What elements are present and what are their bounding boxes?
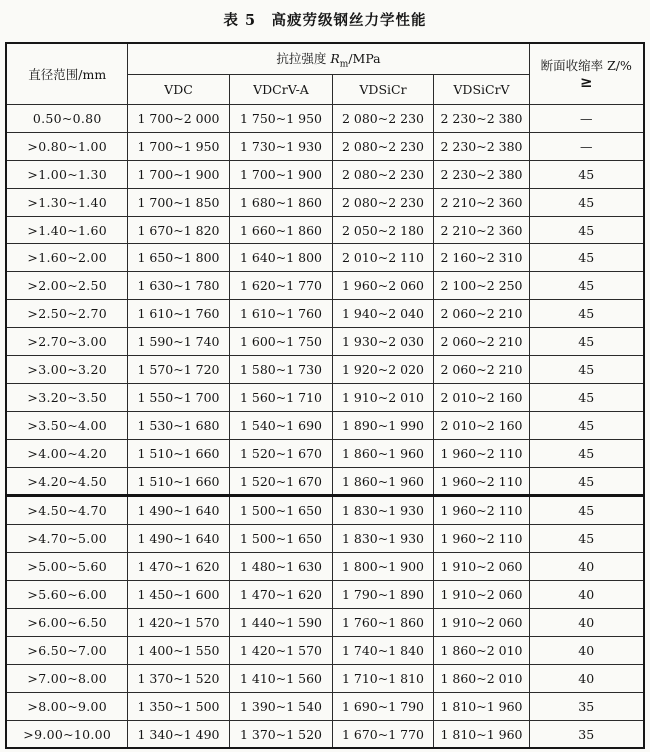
strength-vdc-cell: 1 470~1 620 [127,553,229,581]
strength-vdc-cell: 1 630~1 780 [127,272,229,300]
strength-vdsicrv-cell: 2 160~2 310 [433,244,529,272]
strength-vdsicr-cell: 1 830~1 930 [332,496,433,525]
strength-vdsicrv-cell: 1 810~1 960 [433,692,529,720]
table-row [6,467,643,496]
header-row-top [6,43,643,75]
table-row [6,664,643,692]
table-body [6,105,643,749]
strength-vdsicr-cell: 2 080~2 230 [332,132,433,160]
reduction-cell: — [530,132,644,160]
strength-vdcrv-a-cell: 1 480~1 630 [229,553,332,581]
table-caption [0,0,650,30]
diameter-cell: >4.70~5.00 [6,525,127,553]
strength-vdsicr-cell: 1 910~2 010 [332,383,433,411]
reduction-cell: 45 [530,328,644,356]
tensile-label-prefix: 抗拉强度 [276,50,331,66]
strength-vdsicr-cell: 1 670~1 770 [332,720,433,748]
table-row [6,132,643,160]
strength-vdcrv-a-cell: 1 700~1 900 [229,160,332,188]
reduction-cell: 45 [530,496,644,525]
header-reduction-of-area [530,43,644,105]
strength-vdc-cell: 1 370~1 520 [127,664,229,692]
strength-vdcrv-a-cell: 1 390~1 540 [229,692,332,720]
strength-vdcrv-a-cell: 1 420~1 570 [229,636,332,664]
strength-vdc-cell: 1 700~1 850 [127,188,229,216]
strength-vdsicrv-cell: 2 230~2 380 [433,160,529,188]
reduction-cell: 40 [530,553,644,581]
strength-vdsicr-cell: 1 760~1 860 [332,609,433,637]
strength-vdsicr-cell: 1 740~1 840 [332,636,433,664]
strength-vdsicr-cell: 2 080~2 230 [332,160,433,188]
strength-vdcrv-a-cell: 1 660~1 860 [229,216,332,244]
strength-vdsicrv-cell: 2 230~2 380 [433,132,529,160]
reduction-cell: 45 [530,467,644,496]
diameter-cell: >3.20~3.50 [6,383,127,411]
table-row [6,356,643,384]
diameter-cell: >2.50~2.70 [6,300,127,328]
strength-vdcrv-a-cell: 1 750~1 950 [229,105,332,133]
strength-vdcrv-a-cell: 1 600~1 750 [229,328,332,356]
strength-vdsicrv-cell: 1 960~2 110 [433,467,529,496]
table-row [6,439,643,467]
strength-vdsicrv-cell: 2 210~2 360 [433,188,529,216]
strength-vdcrv-a-cell: 1 440~1 590 [229,609,332,637]
strength-vdsicr-cell: 1 830~1 930 [332,525,433,553]
strength-vdsicr-cell: 2 010~2 110 [332,244,433,272]
strength-vdsicrv-cell: 2 210~2 360 [433,216,529,244]
strength-vdcrv-a-cell: 1 520~1 670 [229,467,332,496]
header-grade-vdc: VDC [127,75,229,105]
strength-vdsicrv-cell: 1 810~1 960 [433,720,529,748]
reduction-cell: 45 [530,272,644,300]
reduction-cell: 45 [530,411,644,439]
reduction-cell: 35 [530,720,644,748]
strength-vdc-cell: 1 490~1 640 [127,525,229,553]
strength-vdsicr-cell: 2 080~2 230 [332,105,433,133]
reduction-cell: 40 [530,636,644,664]
strength-vdsicrv-cell: 1 910~2 060 [433,609,529,637]
strength-vdcrv-a-cell: 1 680~1 860 [229,188,332,216]
header-diameter-range: 直径范围/mm [6,43,127,105]
table-row [6,188,643,216]
strength-vdc-cell: 1 570~1 720 [127,356,229,384]
strength-vdsicr-cell: 1 800~1 900 [332,553,433,581]
strength-vdsicr-cell: 1 920~2 020 [332,356,433,384]
strength-vdc-cell: 1 340~1 490 [127,720,229,748]
strength-vdsicr-cell: 1 860~1 960 [332,439,433,467]
header-grade-vdsicrv: VDSiCrV [433,75,529,105]
strength-vdsicr-cell: 1 860~1 960 [332,467,433,496]
strength-vdc-cell: 1 700~2 000 [127,105,229,133]
table-row [6,300,643,328]
strength-vdcrv-a-cell: 1 730~1 930 [229,132,332,160]
table-row [6,411,643,439]
strength-vdc-cell: 1 590~1 740 [127,328,229,356]
reduction-label: 断面收缩率 Z/% [540,58,632,74]
strength-vdsicrv-cell: 2 010~2 160 [433,383,529,411]
strength-vdcrv-a-cell: 1 500~1 650 [229,525,332,553]
strength-vdsicrv-cell: 2 100~2 250 [433,272,529,300]
diameter-cell: >5.00~5.60 [6,553,127,581]
greater-equal-symbol: ≥ [579,72,593,91]
strength-vdc-cell: 1 700~1 950 [127,132,229,160]
table-row [6,720,643,748]
strength-vdsicrv-cell: 1 960~2 110 [433,525,529,553]
table-row [6,553,643,581]
diameter-cell: >2.70~3.00 [6,328,127,356]
strength-vdc-cell: 1 550~1 700 [127,383,229,411]
strength-vdc-cell: 1 610~1 760 [127,300,229,328]
strength-vdc-cell: 1 530~1 680 [127,411,229,439]
diameter-cell: >4.00~4.20 [6,439,127,467]
strength-vdc-cell: 1 490~1 640 [127,496,229,525]
strength-vdc-cell: 1 510~1 660 [127,467,229,496]
diameter-cell: 0.50~0.80 [6,105,127,133]
table-row [6,160,643,188]
strength-vdsicr-cell: 1 690~1 790 [332,692,433,720]
strength-vdc-cell: 1 510~1 660 [127,439,229,467]
strength-vdc-cell: 1 400~1 550 [127,636,229,664]
table-row [6,496,643,525]
reduction-cell: 45 [530,244,644,272]
reduction-cell: 45 [530,525,644,553]
strength-vdsicrv-cell: 2 060~2 210 [433,328,529,356]
header-grade-vdcrv-a: VDCrV-A [229,75,332,105]
strength-vdsicr-cell: 1 890~1 990 [332,411,433,439]
table-row [6,244,643,272]
strength-vdcrv-a-cell: 1 580~1 730 [229,356,332,384]
reduction-cell: 35 [530,692,644,720]
strength-vdc-cell: 1 670~1 820 [127,216,229,244]
table-row [6,692,643,720]
table-row [6,272,643,300]
strength-vdcrv-a-cell: 1 620~1 770 [229,272,332,300]
diameter-cell: >1.60~2.00 [6,244,127,272]
diameter-cell: >0.80~1.00 [6,132,127,160]
reduction-cell: 45 [530,216,644,244]
strength-vdcrv-a-cell: 1 370~1 520 [229,720,332,748]
reduction-cell: 45 [530,356,644,384]
strength-vdsicr-cell: 1 930~2 030 [332,328,433,356]
reduction-cell: 40 [530,609,644,637]
strength-vdcrv-a-cell: 1 610~1 760 [229,300,332,328]
diameter-cell: >4.50~4.70 [6,496,127,525]
strength-vdsicrv-cell: 2 230~2 380 [433,105,529,133]
strength-vdcrv-a-cell: 1 640~1 800 [229,244,332,272]
strength-vdsicr-cell: 2 050~2 180 [332,216,433,244]
reduction-cell: 45 [530,383,644,411]
tensile-label-suffix: /MPa [348,50,381,66]
table-row [6,216,643,244]
reduction-cell: 40 [530,581,644,609]
table-row [6,636,643,664]
strength-vdcrv-a-cell: 1 410~1 560 [229,664,332,692]
diameter-cell: >3.00~3.20 [6,356,127,384]
header-tensile-strength-group [127,43,529,75]
reduction-cell: 45 [530,188,644,216]
diameter-cell: >6.00~6.50 [6,609,127,637]
diameter-cell: >5.60~6.00 [6,581,127,609]
reduction-cell: 45 [530,160,644,188]
strength-vdsicr-cell: 2 080~2 230 [332,188,433,216]
strength-vdcrv-a-cell: 1 560~1 710 [229,383,332,411]
strength-vdc-cell: 1 650~1 800 [127,244,229,272]
strength-vdc-cell: 1 700~1 900 [127,160,229,188]
reduction-cell: 40 [530,664,644,692]
strength-vdsicrv-cell: 1 910~2 060 [433,581,529,609]
diameter-cell: >3.50~4.00 [6,411,127,439]
table-row [6,581,643,609]
table-header [6,43,643,105]
diameter-cell: >4.20~4.50 [6,467,127,496]
strength-vdc-cell: 1 450~1 600 [127,581,229,609]
diameter-cell: >9.00~10.00 [6,720,127,748]
diameter-cell: >7.00~8.00 [6,664,127,692]
reduction-cell: — [530,105,644,133]
strength-vdcrv-a-cell: 1 500~1 650 [229,496,332,525]
table-row [6,328,643,356]
strength-vdsicrv-cell: 2 060~2 210 [433,356,529,384]
strength-vdsicrv-cell: 1 910~2 060 [433,553,529,581]
diameter-cell: >1.40~1.60 [6,216,127,244]
strength-vdsicr-cell: 1 960~2 060 [332,272,433,300]
strength-vdsicr-cell: 1 940~2 040 [332,300,433,328]
rm-symbol: $R_m$ [330,50,349,70]
strength-vdcrv-a-cell: 1 470~1 620 [229,581,332,609]
strength-vdcrv-a-cell: 1 540~1 690 [229,411,332,439]
diameter-cell: >1.30~1.40 [6,188,127,216]
strength-vdsicrv-cell: 1 960~2 110 [433,496,529,525]
strength-vdcrv-a-cell: 1 520~1 670 [229,439,332,467]
diameter-cell: >8.00~9.00 [6,692,127,720]
header-grade-vdsicr: VDSiCr [332,75,433,105]
table-row [6,525,643,553]
strength-vdsicrv-cell: 1 860~2 010 [433,636,529,664]
table-caption-text: 表 5 高疲劳级钢丝力学性能 [223,12,427,29]
diameter-cell: >2.00~2.50 [6,272,127,300]
mechanical-properties-table [5,42,644,749]
strength-vdc-cell: 1 420~1 570 [127,609,229,637]
strength-vdsicrv-cell: 1 960~2 110 [433,439,529,467]
reduction-cell: 45 [530,439,644,467]
strength-vdsicr-cell: 1 790~1 890 [332,581,433,609]
strength-vdc-cell: 1 350~1 500 [127,692,229,720]
reduction-cell: 45 [530,300,644,328]
diameter-cell: >6.50~7.00 [6,636,127,664]
table-row [6,383,643,411]
diameter-cell: >1.00~1.30 [6,160,127,188]
table-row [6,609,643,637]
strength-vdsicrv-cell: 1 860~2 010 [433,664,529,692]
strength-vdsicrv-cell: 2 060~2 210 [433,300,529,328]
table-row [6,105,643,133]
strength-vdsicr-cell: 1 710~1 810 [332,664,433,692]
strength-vdsicrv-cell: 2 010~2 160 [433,411,529,439]
